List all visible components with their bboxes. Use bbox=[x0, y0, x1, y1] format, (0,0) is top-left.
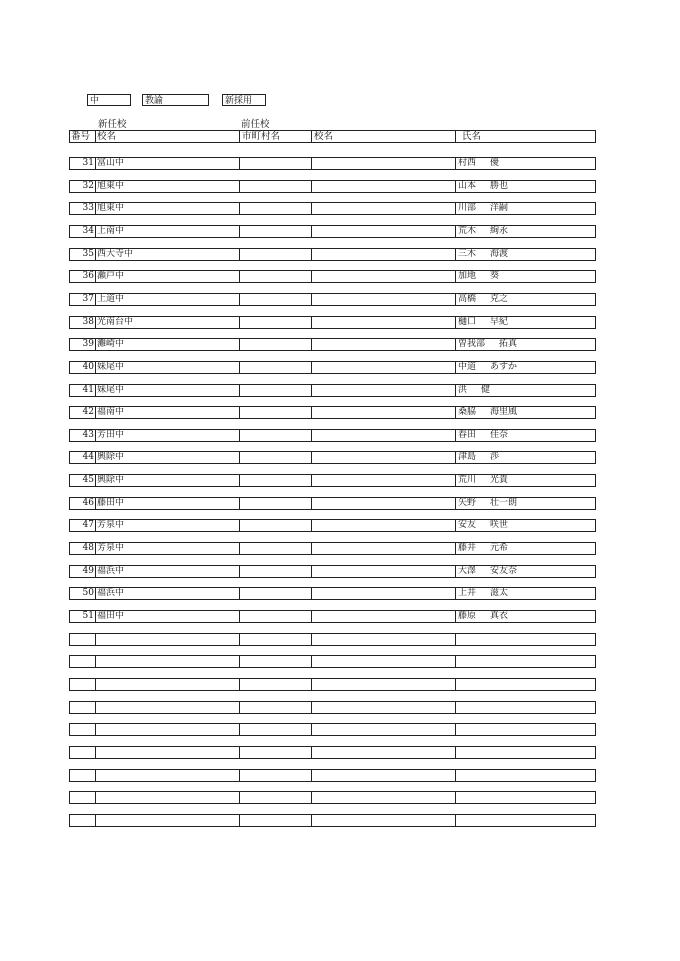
row-name bbox=[456, 497, 596, 510]
row-prev-school bbox=[312, 248, 456, 261]
given-name: 早紀 bbox=[490, 316, 509, 327]
row-name bbox=[456, 361, 596, 374]
row-city bbox=[240, 791, 312, 804]
row-prev-school bbox=[312, 406, 456, 419]
family-name: 春田 bbox=[458, 429, 477, 440]
row-prev-school bbox=[312, 225, 456, 238]
row-name bbox=[456, 180, 596, 193]
row-school bbox=[96, 769, 240, 782]
table-row bbox=[69, 180, 596, 193]
table-row bbox=[69, 384, 596, 397]
row-name bbox=[456, 678, 596, 691]
family-name: 高橋 bbox=[458, 293, 477, 304]
row-number bbox=[69, 723, 96, 736]
row-school: 富山中 bbox=[96, 157, 240, 170]
given-name: 健 bbox=[481, 384, 491, 395]
family-name: 曽我部 bbox=[458, 339, 486, 350]
empty-table-row bbox=[69, 814, 596, 827]
table-row bbox=[69, 248, 596, 261]
row-city bbox=[240, 655, 312, 668]
row-name bbox=[456, 701, 596, 714]
row-city bbox=[240, 610, 312, 623]
row-name bbox=[456, 723, 596, 736]
row-city bbox=[240, 519, 312, 532]
row-number bbox=[69, 791, 96, 804]
given-name: 海渡 bbox=[490, 248, 509, 259]
row-name bbox=[456, 429, 596, 442]
row-prev-school bbox=[312, 316, 456, 329]
row-number: 41 bbox=[69, 384, 96, 397]
row-city bbox=[240, 157, 312, 170]
family-name: 上井 bbox=[458, 588, 477, 599]
prev-school-group-label: 前任校 bbox=[241, 119, 270, 130]
row-prev-school bbox=[312, 814, 456, 827]
row-name bbox=[456, 202, 596, 215]
row-prev-school bbox=[312, 746, 456, 759]
row-school: 福浜中 bbox=[96, 587, 240, 600]
family-name: 津島 bbox=[458, 452, 477, 463]
row-city bbox=[240, 248, 312, 261]
row-school bbox=[96, 633, 240, 646]
row-school bbox=[96, 655, 240, 668]
row-school: 光南台中 bbox=[96, 316, 240, 329]
given-name: 勝也 bbox=[490, 180, 509, 191]
table-row bbox=[69, 225, 596, 238]
row-number: 32 bbox=[69, 180, 96, 193]
row-name bbox=[456, 633, 596, 646]
table-row bbox=[69, 293, 596, 306]
row-school bbox=[96, 814, 240, 827]
given-name: 咲世 bbox=[490, 520, 509, 531]
table-row bbox=[69, 316, 596, 329]
row-name bbox=[456, 474, 596, 487]
row-city bbox=[240, 723, 312, 736]
row-city bbox=[240, 633, 312, 646]
row-prev-school bbox=[312, 497, 456, 510]
row-school: 興除中 bbox=[96, 451, 240, 464]
row-number: 47 bbox=[69, 519, 96, 532]
row-name bbox=[456, 384, 596, 397]
row-name bbox=[456, 248, 596, 261]
table-row bbox=[69, 270, 596, 283]
family-name: 矢野 bbox=[458, 497, 477, 508]
family-name: 中道 bbox=[458, 361, 477, 372]
given-name: 絢永 bbox=[490, 225, 509, 236]
row-name bbox=[456, 293, 596, 306]
row-number: 49 bbox=[69, 565, 96, 578]
row-school: 興除中 bbox=[96, 474, 240, 487]
family-name: 荒木 bbox=[458, 225, 477, 236]
row-name bbox=[456, 225, 596, 238]
row-number: 33 bbox=[69, 202, 96, 215]
row-name bbox=[456, 316, 596, 329]
row-number: 50 bbox=[69, 587, 96, 600]
row-city bbox=[240, 678, 312, 691]
family-name: 桑脇 bbox=[458, 407, 477, 418]
row-school: 芳田中 bbox=[96, 429, 240, 442]
row-prev-school bbox=[312, 678, 456, 691]
given-name: 元希 bbox=[490, 543, 509, 553]
header-school: 校名 bbox=[96, 130, 240, 143]
row-city bbox=[240, 474, 312, 487]
row-prev-school bbox=[312, 293, 456, 306]
row-number: 34 bbox=[69, 225, 96, 238]
row-city bbox=[240, 225, 312, 238]
row-school: 西大寺中 bbox=[96, 248, 240, 261]
family-name: 荒川 bbox=[458, 475, 477, 486]
table-row bbox=[69, 519, 596, 532]
family-name: 洪 bbox=[458, 384, 468, 395]
row-school: 藤田中 bbox=[96, 497, 240, 510]
row-name bbox=[456, 769, 596, 782]
row-number bbox=[69, 678, 96, 691]
header-name: 氏名 bbox=[456, 130, 596, 143]
row-number: 44 bbox=[69, 451, 96, 464]
row-city bbox=[240, 316, 312, 329]
empty-table-row bbox=[69, 678, 596, 691]
row-school: 灘崎中 bbox=[96, 338, 240, 351]
row-name bbox=[456, 791, 596, 804]
row-city bbox=[240, 746, 312, 759]
family-name: 三木 bbox=[458, 248, 477, 259]
row-number: 36 bbox=[69, 270, 96, 283]
new-school-group-label: 新任校 bbox=[98, 119, 127, 130]
row-prev-school bbox=[312, 157, 456, 170]
row-number: 42 bbox=[69, 406, 96, 419]
row-city bbox=[240, 270, 312, 283]
row-prev-school bbox=[312, 587, 456, 600]
row-school: 旭東中 bbox=[96, 180, 240, 193]
row-prev-school bbox=[312, 180, 456, 193]
position-field[interactable]: 教諭 bbox=[142, 94, 209, 106]
row-prev-school bbox=[312, 361, 456, 374]
row-number: 35 bbox=[69, 248, 96, 261]
row-city bbox=[240, 587, 312, 600]
row-school: 芳泉中 bbox=[96, 542, 240, 555]
given-name: 葵 bbox=[490, 271, 500, 282]
given-name: 洋嗣 bbox=[490, 203, 509, 214]
row-prev-school bbox=[312, 769, 456, 782]
row-city bbox=[240, 384, 312, 397]
row-city bbox=[240, 542, 312, 555]
row-city bbox=[240, 180, 312, 193]
row-prev-school bbox=[312, 474, 456, 487]
empty-table-row bbox=[69, 769, 596, 782]
given-name: あすか bbox=[490, 361, 518, 372]
row-city bbox=[240, 429, 312, 442]
table-row bbox=[69, 157, 596, 170]
family-name: 安友 bbox=[458, 520, 477, 531]
row-name bbox=[456, 814, 596, 827]
table-row bbox=[69, 406, 596, 419]
row-name bbox=[456, 542, 596, 555]
family-name: 藤井 bbox=[458, 543, 477, 553]
row-number bbox=[69, 814, 96, 827]
row-school bbox=[96, 701, 240, 714]
row-name bbox=[456, 519, 596, 532]
empty-table-row bbox=[69, 723, 596, 736]
given-name: 安友奈 bbox=[490, 565, 518, 576]
table-row bbox=[69, 565, 596, 578]
header-number: 番号 bbox=[69, 130, 96, 143]
given-name: 優 bbox=[490, 158, 500, 168]
table-row bbox=[69, 474, 596, 487]
row-school bbox=[96, 678, 240, 691]
given-name: 拓真 bbox=[499, 339, 518, 350]
table-row bbox=[69, 610, 596, 623]
row-school: 旭東中 bbox=[96, 202, 240, 215]
row-number bbox=[69, 633, 96, 646]
given-name: 克之 bbox=[490, 293, 509, 304]
row-prev-school bbox=[312, 655, 456, 668]
row-number: 38 bbox=[69, 316, 96, 329]
category-field[interactable]: 新採用 bbox=[222, 94, 266, 106]
row-number: 43 bbox=[69, 429, 96, 442]
row-prev-school bbox=[312, 610, 456, 623]
row-name bbox=[456, 338, 596, 351]
table-row bbox=[69, 361, 596, 374]
row-number: 46 bbox=[69, 497, 96, 510]
given-name: 真衣 bbox=[490, 611, 509, 621]
table-row bbox=[69, 451, 596, 464]
row-prev-school bbox=[312, 791, 456, 804]
family-name: 村西 bbox=[458, 158, 477, 168]
table-row bbox=[69, 542, 596, 555]
row-name bbox=[456, 157, 596, 170]
row-city bbox=[240, 814, 312, 827]
row-city bbox=[240, 338, 312, 351]
given-name: 壮一朗 bbox=[490, 497, 518, 508]
row-city bbox=[240, 406, 312, 419]
row-name bbox=[456, 610, 596, 623]
row-school: 上南中 bbox=[96, 225, 240, 238]
table-row bbox=[69, 497, 596, 510]
row-name bbox=[456, 655, 596, 668]
family-name: 川部 bbox=[458, 203, 477, 214]
given-name: 海里風 bbox=[490, 407, 518, 418]
row-number bbox=[69, 655, 96, 668]
table-header bbox=[69, 130, 596, 143]
row-prev-school bbox=[312, 723, 456, 736]
row-prev-school bbox=[312, 565, 456, 578]
row-number: 45 bbox=[69, 474, 96, 487]
given-name: 光貴 bbox=[490, 475, 509, 486]
header-prev-school: 校名 bbox=[312, 130, 456, 143]
header-city: 市町村名 bbox=[240, 130, 312, 143]
row-prev-school bbox=[312, 202, 456, 215]
row-name bbox=[456, 451, 596, 464]
row-name bbox=[456, 565, 596, 578]
row-prev-school bbox=[312, 429, 456, 442]
row-prev-school bbox=[312, 451, 456, 464]
row-city bbox=[240, 202, 312, 215]
row-school: 妹尾中 bbox=[96, 361, 240, 374]
row-prev-school bbox=[312, 270, 456, 283]
row-number: 51 bbox=[69, 610, 96, 623]
row-city bbox=[240, 293, 312, 306]
family-name: 大澤 bbox=[458, 565, 477, 576]
given-name: 滋太 bbox=[490, 588, 509, 599]
row-city bbox=[240, 565, 312, 578]
row-school bbox=[96, 746, 240, 759]
row-city bbox=[240, 769, 312, 782]
row-number: 31 bbox=[69, 157, 96, 170]
row-prev-school bbox=[312, 701, 456, 714]
empty-table-row bbox=[69, 791, 596, 804]
row-school: 上道中 bbox=[96, 293, 240, 306]
table-row bbox=[69, 202, 596, 215]
given-name: 佳奈 bbox=[490, 429, 509, 440]
family-name: 加地 bbox=[458, 271, 477, 282]
row-prev-school bbox=[312, 542, 456, 555]
row-city bbox=[240, 451, 312, 464]
row-prev-school bbox=[312, 633, 456, 646]
table-row bbox=[69, 429, 596, 442]
row-name bbox=[456, 746, 596, 759]
level-field[interactable]: 中 bbox=[87, 94, 131, 106]
row-school: 芳泉中 bbox=[96, 519, 240, 532]
row-name bbox=[456, 270, 596, 283]
family-name: 樋口 bbox=[458, 316, 477, 327]
row-school: 福浜中 bbox=[96, 565, 240, 578]
empty-table-row bbox=[69, 701, 596, 714]
family-name: 藤原 bbox=[458, 611, 477, 621]
empty-table-row bbox=[69, 655, 596, 668]
row-number bbox=[69, 701, 96, 714]
row-school: 妹尾中 bbox=[96, 384, 240, 397]
row-number bbox=[69, 746, 96, 759]
row-city bbox=[240, 361, 312, 374]
row-number: 48 bbox=[69, 542, 96, 555]
row-city bbox=[240, 701, 312, 714]
row-name bbox=[456, 587, 596, 600]
row-prev-school bbox=[312, 338, 456, 351]
row-school: 福田中 bbox=[96, 610, 240, 623]
table-row bbox=[69, 587, 596, 600]
row-city bbox=[240, 497, 312, 510]
row-number: 40 bbox=[69, 361, 96, 374]
row-school bbox=[96, 791, 240, 804]
row-school bbox=[96, 723, 240, 736]
empty-table-row bbox=[69, 746, 596, 759]
table-row bbox=[69, 338, 596, 351]
row-number: 39 bbox=[69, 338, 96, 351]
empty-table-row bbox=[69, 633, 596, 646]
row-name bbox=[456, 406, 596, 419]
row-school: 福南中 bbox=[96, 406, 240, 419]
row-number bbox=[69, 769, 96, 782]
row-number: 37 bbox=[69, 293, 96, 306]
family-name: 山本 bbox=[458, 180, 477, 191]
row-school: 瀬戸中 bbox=[96, 270, 240, 283]
row-prev-school bbox=[312, 384, 456, 397]
given-name: 渉 bbox=[490, 452, 500, 463]
row-prev-school bbox=[312, 519, 456, 532]
